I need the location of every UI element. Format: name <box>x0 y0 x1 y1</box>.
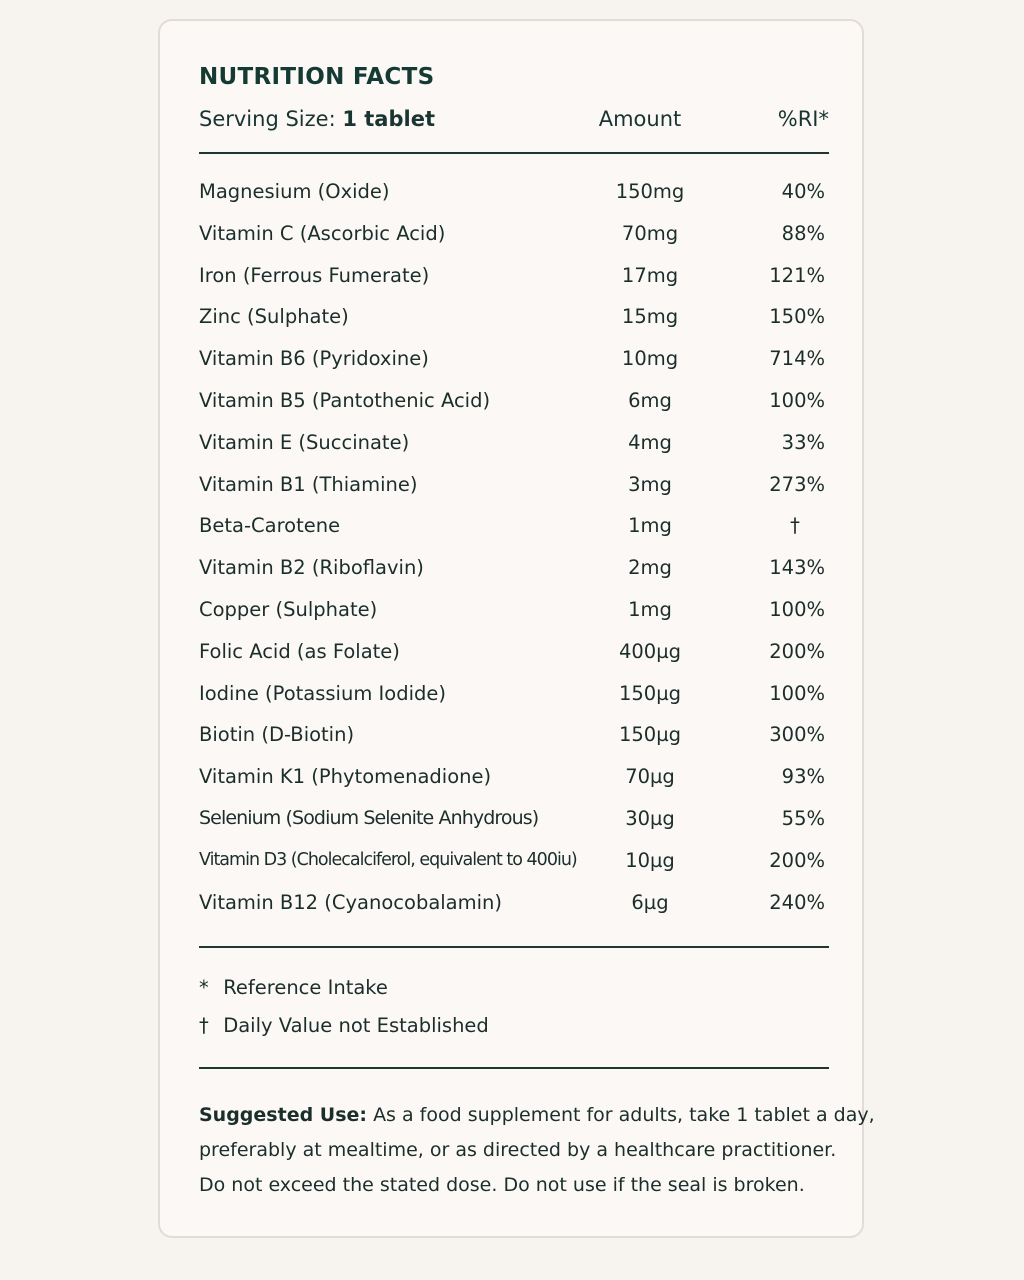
table-row <box>199 761 829 803</box>
nutrient-ri: 200% <box>769 848 825 872</box>
nutrient-ri: 100% <box>769 388 825 412</box>
table-row <box>199 552 829 594</box>
serving-size-label: Serving Size: <box>199 107 336 131</box>
footnote-symbol: † <box>199 1014 209 1037</box>
nutrient-amount: 17mg <box>621 263 679 287</box>
nutrient-name: Vitamin B5 (Pantothenic Acid) <box>199 388 491 412</box>
panel-title: NUTRITION FACTS <box>199 64 435 90</box>
nutrient-name: Vitamin E (Succinate) <box>199 430 410 454</box>
nutrient-name: Copper (Sulphate) <box>199 597 378 621</box>
nutrient-name: Vitamin B6 (Pyridoxine) <box>199 347 429 371</box>
nutrient-ri: 143% <box>769 556 825 580</box>
nutrient-amount: 10µg <box>625 848 675 872</box>
table-row <box>199 301 829 343</box>
nutrient-amount: 150µg <box>618 723 681 747</box>
nutrient-name: Selenium (Sodium Selenite Anhydrous) <box>199 806 539 829</box>
table-header <box>199 107 829 137</box>
table-row <box>199 260 829 302</box>
nutrient-ri: 714% <box>769 347 825 371</box>
nutrient-amount: 150µg <box>618 681 681 705</box>
nutrient-name: Folic Acid (as Folate) <box>199 639 400 663</box>
table-row <box>199 845 829 887</box>
footnote <box>199 976 489 1014</box>
nutrient-ri: 33% <box>781 430 825 454</box>
suggested-use-text: Do not exceed the stated dose. Do not use if the seal is broken. <box>199 1174 805 1196</box>
nutrient-ri: † <box>790 514 800 538</box>
nutrient-amount: 70µg <box>625 765 675 789</box>
nutrient-ri: 93% <box>781 765 825 789</box>
footnotes-divider <box>199 1067 829 1069</box>
nutrient-name: Vitamin D3 (Cholecalciferol, equivalent to 400iu) <box>199 849 577 870</box>
nutrient-name: Vitamin C (Ascorbic Acid) <box>199 221 446 245</box>
suggested-use-text: preferably at mealtime, or as directed by a healthcare practitioner. <box>199 1139 837 1161</box>
nutrient-ri: 150% <box>769 305 825 329</box>
nutrient-name: Biotin (D-Biotin) <box>199 723 355 747</box>
footnote-text: Reference Intake <box>223 976 388 999</box>
nutrient-name: Magnesium (Oxide) <box>199 180 390 203</box>
ri-column-header: %RI* <box>777 107 829 131</box>
table-row <box>199 176 829 218</box>
nutrient-ri: 100% <box>769 597 825 621</box>
nutrient-ri: 100% <box>769 681 825 705</box>
nutrient-name: Vitamin B2 (Riboflavin) <box>199 556 424 580</box>
table-row <box>199 803 829 845</box>
footnote <box>199 1014 489 1052</box>
suggested-use-label: Suggested Use: <box>199 1104 368 1126</box>
table-row <box>199 218 829 260</box>
nutrient-amount: 1mg <box>628 597 672 621</box>
nutrient-amount: 30µg <box>625 806 675 830</box>
nutrient-ri: 240% <box>769 890 825 914</box>
nutrient-ri: 273% <box>769 472 825 496</box>
nutrient-ri: 40% <box>781 180 825 203</box>
nutrient-name: Vitamin B12 (Cyanocobalamin) <box>199 890 503 914</box>
nutrient-amount: 1mg <box>628 514 672 538</box>
nutrient-amount: 70mg <box>621 221 679 245</box>
amount-column-header: Amount <box>598 107 682 131</box>
nutrient-name: Vitamin B1 (Thiamine) <box>199 472 418 496</box>
nutrient-name: Vitamin K1 (Phytomenadione) <box>199 765 492 789</box>
nutrient-name: Beta-Carotene <box>199 514 341 538</box>
nutrient-name: Iron (Ferrous Fumerate) <box>199 263 430 287</box>
nutrient-name: Zinc (Sulphate) <box>199 305 349 329</box>
table-row <box>199 678 829 720</box>
nutrient-table <box>199 176 829 928</box>
nutrient-amount: 3mg <box>628 472 672 496</box>
nutrient-amount: 400µg <box>618 639 681 663</box>
nutrient-ri: 55% <box>781 806 825 830</box>
table-row <box>199 719 829 761</box>
nutrient-amount: 6mg <box>628 388 672 412</box>
footnotes <box>199 976 489 1052</box>
nutrient-amount: 150mg <box>615 180 685 203</box>
serving-size-value: 1 tablet <box>342 107 435 131</box>
nutrient-ri: 200% <box>769 639 825 663</box>
nutrient-amount: 6µg <box>631 890 669 914</box>
nutrient-name: Iodine (Potassium Iodide) <box>199 681 446 705</box>
table-divider <box>199 946 829 948</box>
footnote-text: Daily Value not Established <box>223 1014 489 1037</box>
suggested-use <box>199 1098 875 1203</box>
suggested-use-text: As a food supplement for adults, take 1 tablet a day, <box>373 1104 875 1126</box>
nutrient-amount: 15mg <box>621 305 679 329</box>
nutrient-amount: 2mg <box>628 556 672 580</box>
table-row <box>199 385 829 427</box>
table-row <box>199 343 829 385</box>
header-divider <box>199 152 829 154</box>
nutrient-ri: 121% <box>769 263 825 287</box>
nutrition-facts-panel <box>158 19 875 1238</box>
footnote-symbol: * <box>199 976 209 999</box>
table-row <box>199 636 829 678</box>
table-row <box>199 887 829 929</box>
table-row <box>199 469 829 511</box>
table-row <box>199 594 829 636</box>
suggested-use-line <box>199 1098 875 1133</box>
nutrient-amount: 10mg <box>621 347 679 371</box>
nutrient-ri: 88% <box>781 221 825 245</box>
nutrient-ri: 300% <box>769 723 825 747</box>
table-row <box>199 427 829 469</box>
nutrient-amount: 4mg <box>628 430 672 454</box>
serving-size <box>199 107 435 131</box>
table-row <box>199 510 829 552</box>
